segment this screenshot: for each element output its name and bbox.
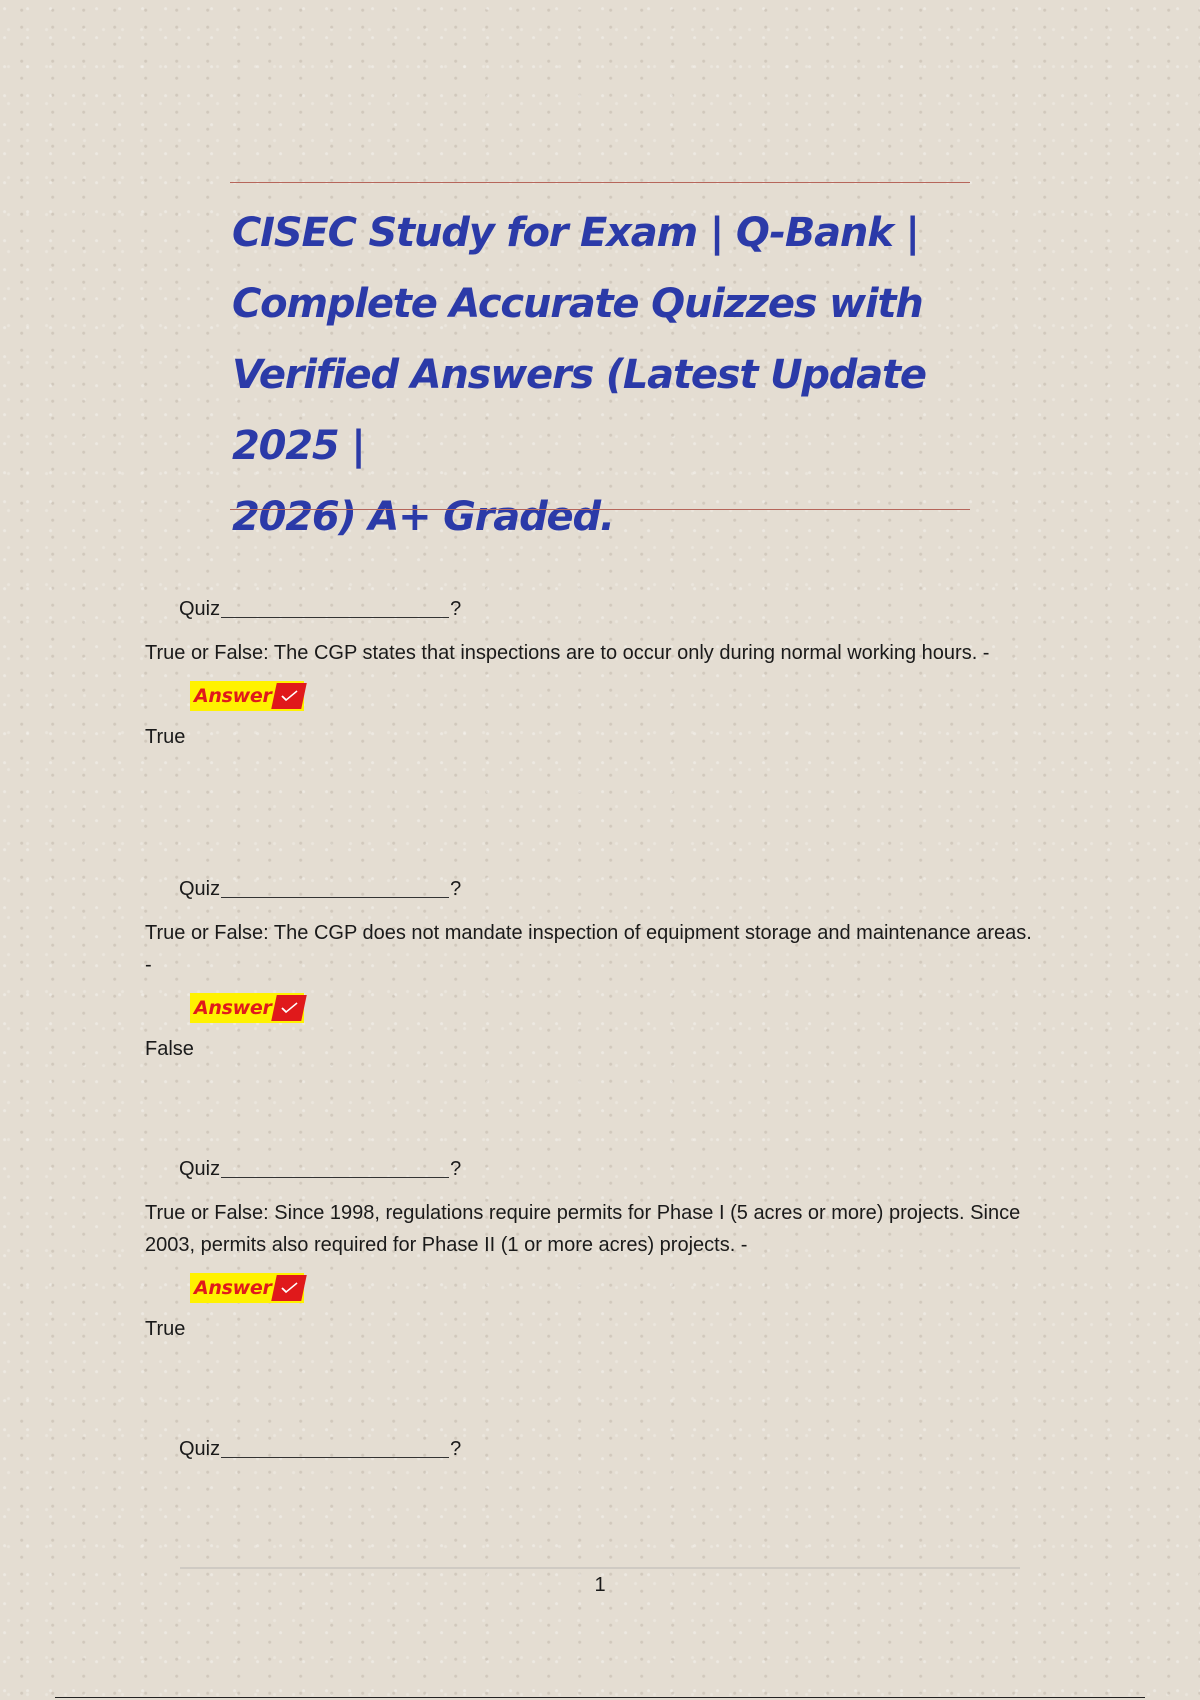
answer-value: True — [145, 726, 186, 748]
answer-badge — [190, 681, 304, 711]
quiz-label: Quiz — [179, 1438, 221, 1460]
quiz-blank-line — [221, 1176, 449, 1178]
page-number: 1 — [594, 1574, 606, 1596]
question-text: True or False: The CGP states that inspections are to occur only during normal working hours. - — [145, 642, 990, 664]
question-block — [145, 877, 1045, 1063]
question-text: True or False: Since 1998, regulations require permits for Phase I (5 acres or more) projects. Since 2003, permits also required for Phase II (1 or more acres) projects. - — [145, 1202, 1021, 1256]
title-bottom-rule — [230, 509, 970, 510]
check-icon — [271, 995, 307, 1021]
quiz-blank-line — [221, 896, 449, 898]
quiz-heading — [179, 877, 1045, 901]
quiz-suffix: ? — [450, 598, 462, 620]
quiz-suffix: ? — [450, 1438, 462, 1460]
title-line: 2026) A+ Graded. — [232, 494, 614, 540]
document-title — [232, 198, 972, 553]
answer-badge — [190, 993, 304, 1023]
quiz-label: Quiz — [179, 1158, 221, 1180]
title-top-rule — [230, 182, 970, 183]
footer-rule — [180, 1567, 1020, 1569]
question-text: True or False: The CGP does not mandate inspection of equipment storage and maintenance areas. - — [145, 922, 1032, 976]
quiz-label: Quiz — [179, 878, 221, 900]
answer-value: False — [145, 1038, 194, 1060]
quiz-suffix: ? — [450, 1158, 462, 1180]
answer-value: True — [145, 1318, 186, 1340]
quiz-blank-line — [221, 616, 449, 618]
question-block — [145, 1157, 1045, 1343]
quiz-blank-line — [221, 1456, 449, 1458]
title-line: CISEC Study for Exam | Q-Bank | — [232, 210, 919, 256]
answer-label: Answer — [194, 1277, 272, 1299]
question-block — [145, 1437, 1045, 1461]
page-bottom-border — [55, 1697, 1145, 1698]
quiz-heading — [179, 1157, 1045, 1181]
title-line: Verified Answers (Latest Update 2025 | — [232, 352, 926, 469]
title-line: Complete Accurate Quizzes with — [232, 281, 923, 327]
quiz-heading — [179, 1437, 1045, 1461]
quiz-heading — [179, 597, 1045, 621]
quiz-suffix: ? — [450, 878, 462, 900]
answer-label: Answer — [194, 997, 272, 1019]
quiz-label: Quiz — [179, 598, 221, 620]
question-block — [145, 597, 1045, 751]
check-icon — [271, 683, 307, 709]
answer-label: Answer — [194, 685, 272, 707]
answer-badge — [190, 1273, 304, 1303]
check-icon — [271, 1275, 307, 1301]
